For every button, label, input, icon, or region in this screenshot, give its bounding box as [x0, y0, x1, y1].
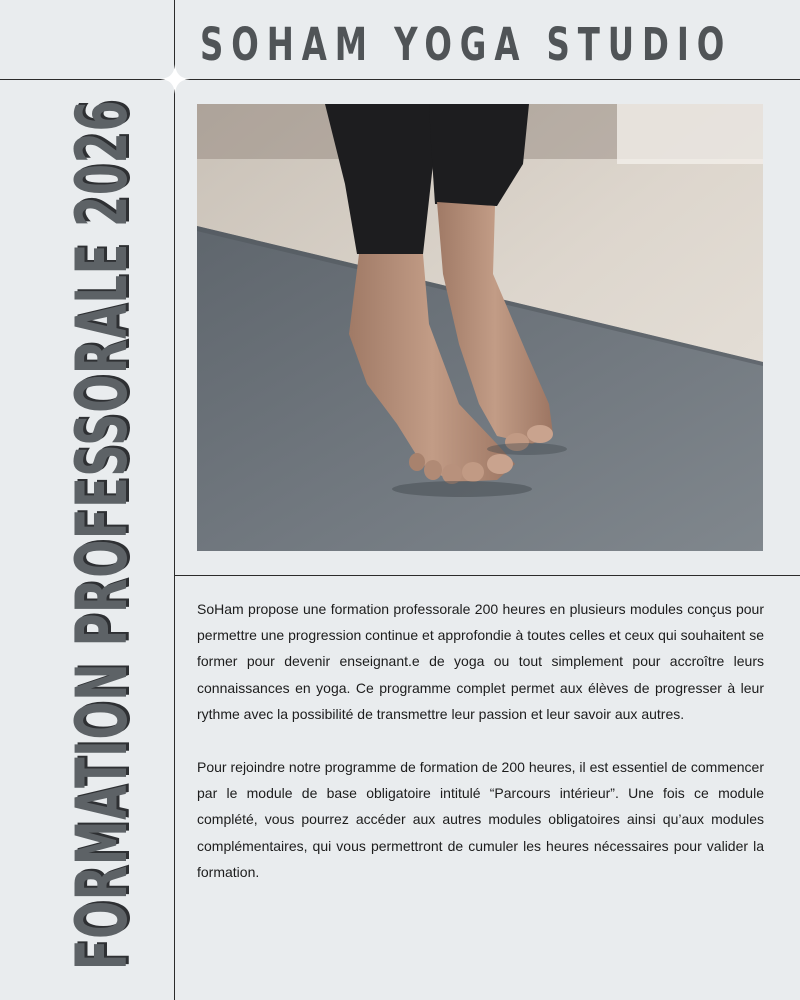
vertical-title-text: FORMATION PROFESSORALE 2026 [61, 99, 143, 971]
description [197, 596, 764, 912]
photo-illustration [197, 104, 763, 551]
yoga-feet-photo [197, 104, 763, 551]
paragraph-intro: SoHam propose une formation professorale 200 heures en plusieurs modules conçus pour permettre une progression continue et approfondie à toutes celles et ceux qui souhaitent se former pour devenir enseignant.e de yoga ou tout simplement pour accroître leurs connaissances en yoga. Ce programme complet permet aux élèves de progresser à leur rythme avec la possibilité de transmettre leur passion et leur savoir aux autres. [197, 601, 764, 722]
content-divider [174, 575, 800, 576]
vertical-title [62, 95, 142, 975]
header-divider [0, 79, 800, 80]
studio-title: SOHAM YOGA STUDIO [200, 18, 733, 71]
paragraph-requirements: Pour rejoindre notre programme de formation de 200 heures, il est essentiel de commencer par le module de base obligatoire intitulé “Parcours intérieur”. Une fois ce module complété, vous pourrez accéder aux autres modules obligatoires ainsi qu’aux modules complémentaires, qui vous permettront de cumuler les heures nécessaires pour valider la formation. [197, 759, 764, 880]
vertical-divider [174, 0, 175, 1000]
sparkle-icon [160, 64, 190, 94]
